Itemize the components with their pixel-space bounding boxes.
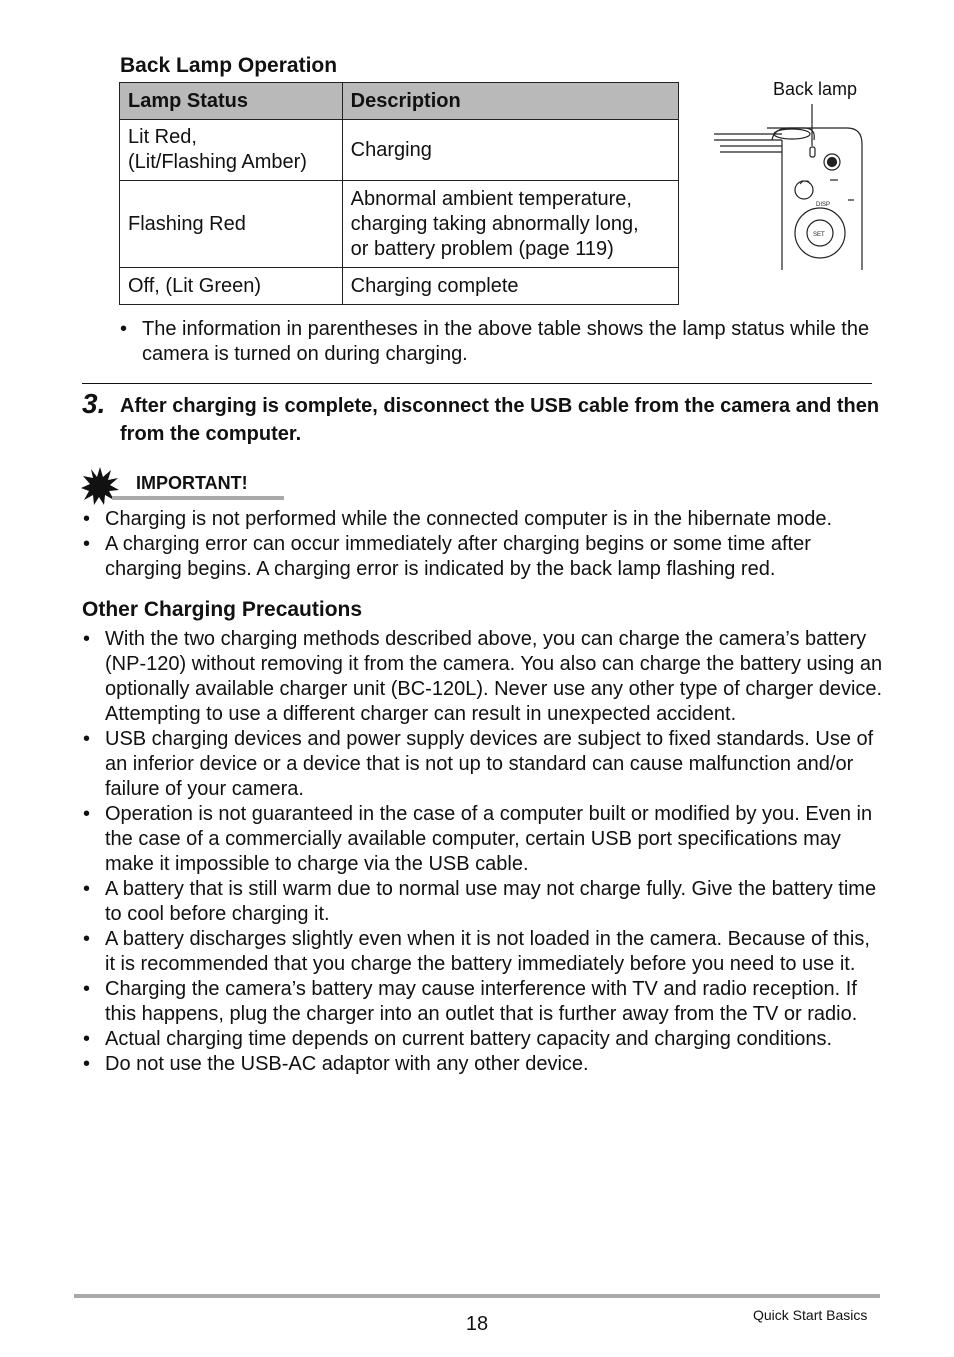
camera-back-illustration: [712, 100, 872, 272]
list-item: • A battery discharges slightly even when it is not loaded in the camera. Because of this, it is recommended that you charge the battery immediately before you need to use it.: [83, 928, 870, 975]
column-header-lamp-status: Lamp Status: [120, 83, 343, 120]
table-cell-description: Charging complete: [342, 268, 678, 305]
list-item: • With the two charging methods described above, you can charge the camera’s battery (NP-120) without removing it from the camera. You also can charge the battery using an optionally available charger unit (BC-120L). Never use any other type of charger device. Attempting to use a different charger can result in unexpected accident.: [83, 628, 883, 725]
table-row: [120, 181, 679, 268]
list-item: • Operation is not guaranteed in the case of a computer built or modified by you. Even in the case of a commercially available computer, certain USB port specifications may make it impossible to charge via the USB cable.: [83, 803, 873, 875]
important-list: [83, 507, 883, 582]
burst-icon: [80, 466, 120, 506]
table-cell-status: Off, (Lit Green): [120, 268, 343, 305]
list-item: • A battery that is still warm due to normal use may not charge fully. Give the battery time to cool before charging it.: [83, 878, 877, 925]
list-item: • Do not use the USB-AC adaptor with any other device.: [83, 1053, 589, 1075]
table-note-text: The information in parentheses in the above table shows the lamp status while the camera is turned on during charging.: [142, 318, 870, 365]
table-cell-status: Flashing Red: [120, 181, 343, 268]
precautions-list: [83, 627, 883, 1077]
table-cell-description: Charging: [342, 120, 678, 181]
footer-rule: [74, 1294, 880, 1298]
step-divider: [82, 383, 872, 384]
precautions-heading: Other Charging Precautions: [82, 598, 363, 621]
list-item: • Charging is not performed while the connected computer is in the hibernate mode.: [83, 508, 833, 530]
table-note: • The information in parentheses in the above table shows the lamp status while the camera is turned on during charging.: [120, 318, 870, 365]
list-item: • A charging error can occur immediately after charging begins or some time after charging begins. A charging error is indicated by the back lamp flashing red.: [83, 533, 811, 580]
table-header-row: [120, 83, 679, 120]
table-row: [120, 120, 679, 181]
table-cell-description: Abnormal ambient temperature, charging taking abnormally long, or battery problem (page 119): [342, 181, 678, 268]
back-lamp-heading: Back Lamp Operation: [120, 54, 338, 77]
table-cell-status: Lit Red, (Lit/Flashing Amber): [120, 120, 343, 181]
list-item: • Charging the camera’s battery may cause interference with TV and radio reception. If this happens, plug the charger into an outlet that is further away from the TV or radio.: [83, 978, 858, 1025]
back-lamp-label: Back lamp: [773, 79, 858, 99]
lamp-status-table: [119, 82, 679, 305]
step-text: After charging is complete, disconnect the USB cable from the camera and then from the computer.: [120, 395, 880, 445]
table-row: [120, 268, 679, 305]
footer-section-title: Quick Start Basics: [753, 1307, 868, 1323]
set-button-label: SET: [813, 232, 825, 238]
important-label: IMPORTANT!: [136, 473, 248, 493]
important-underline: [112, 496, 284, 500]
disp-button-label: DISP: [816, 202, 831, 208]
list-item: • USB charging devices and power supply devices are subject to fixed standards. Use of an inferior device or a device that is not up to standard can cause malfunction and/or failure of your camera.: [83, 728, 874, 800]
step-number: 3.: [82, 388, 106, 419]
page-number: 18: [465, 1313, 489, 1335]
column-header-description: Description: [342, 83, 678, 120]
list-item: • Actual charging time depends on current battery capacity and charging conditions.: [83, 1028, 833, 1050]
